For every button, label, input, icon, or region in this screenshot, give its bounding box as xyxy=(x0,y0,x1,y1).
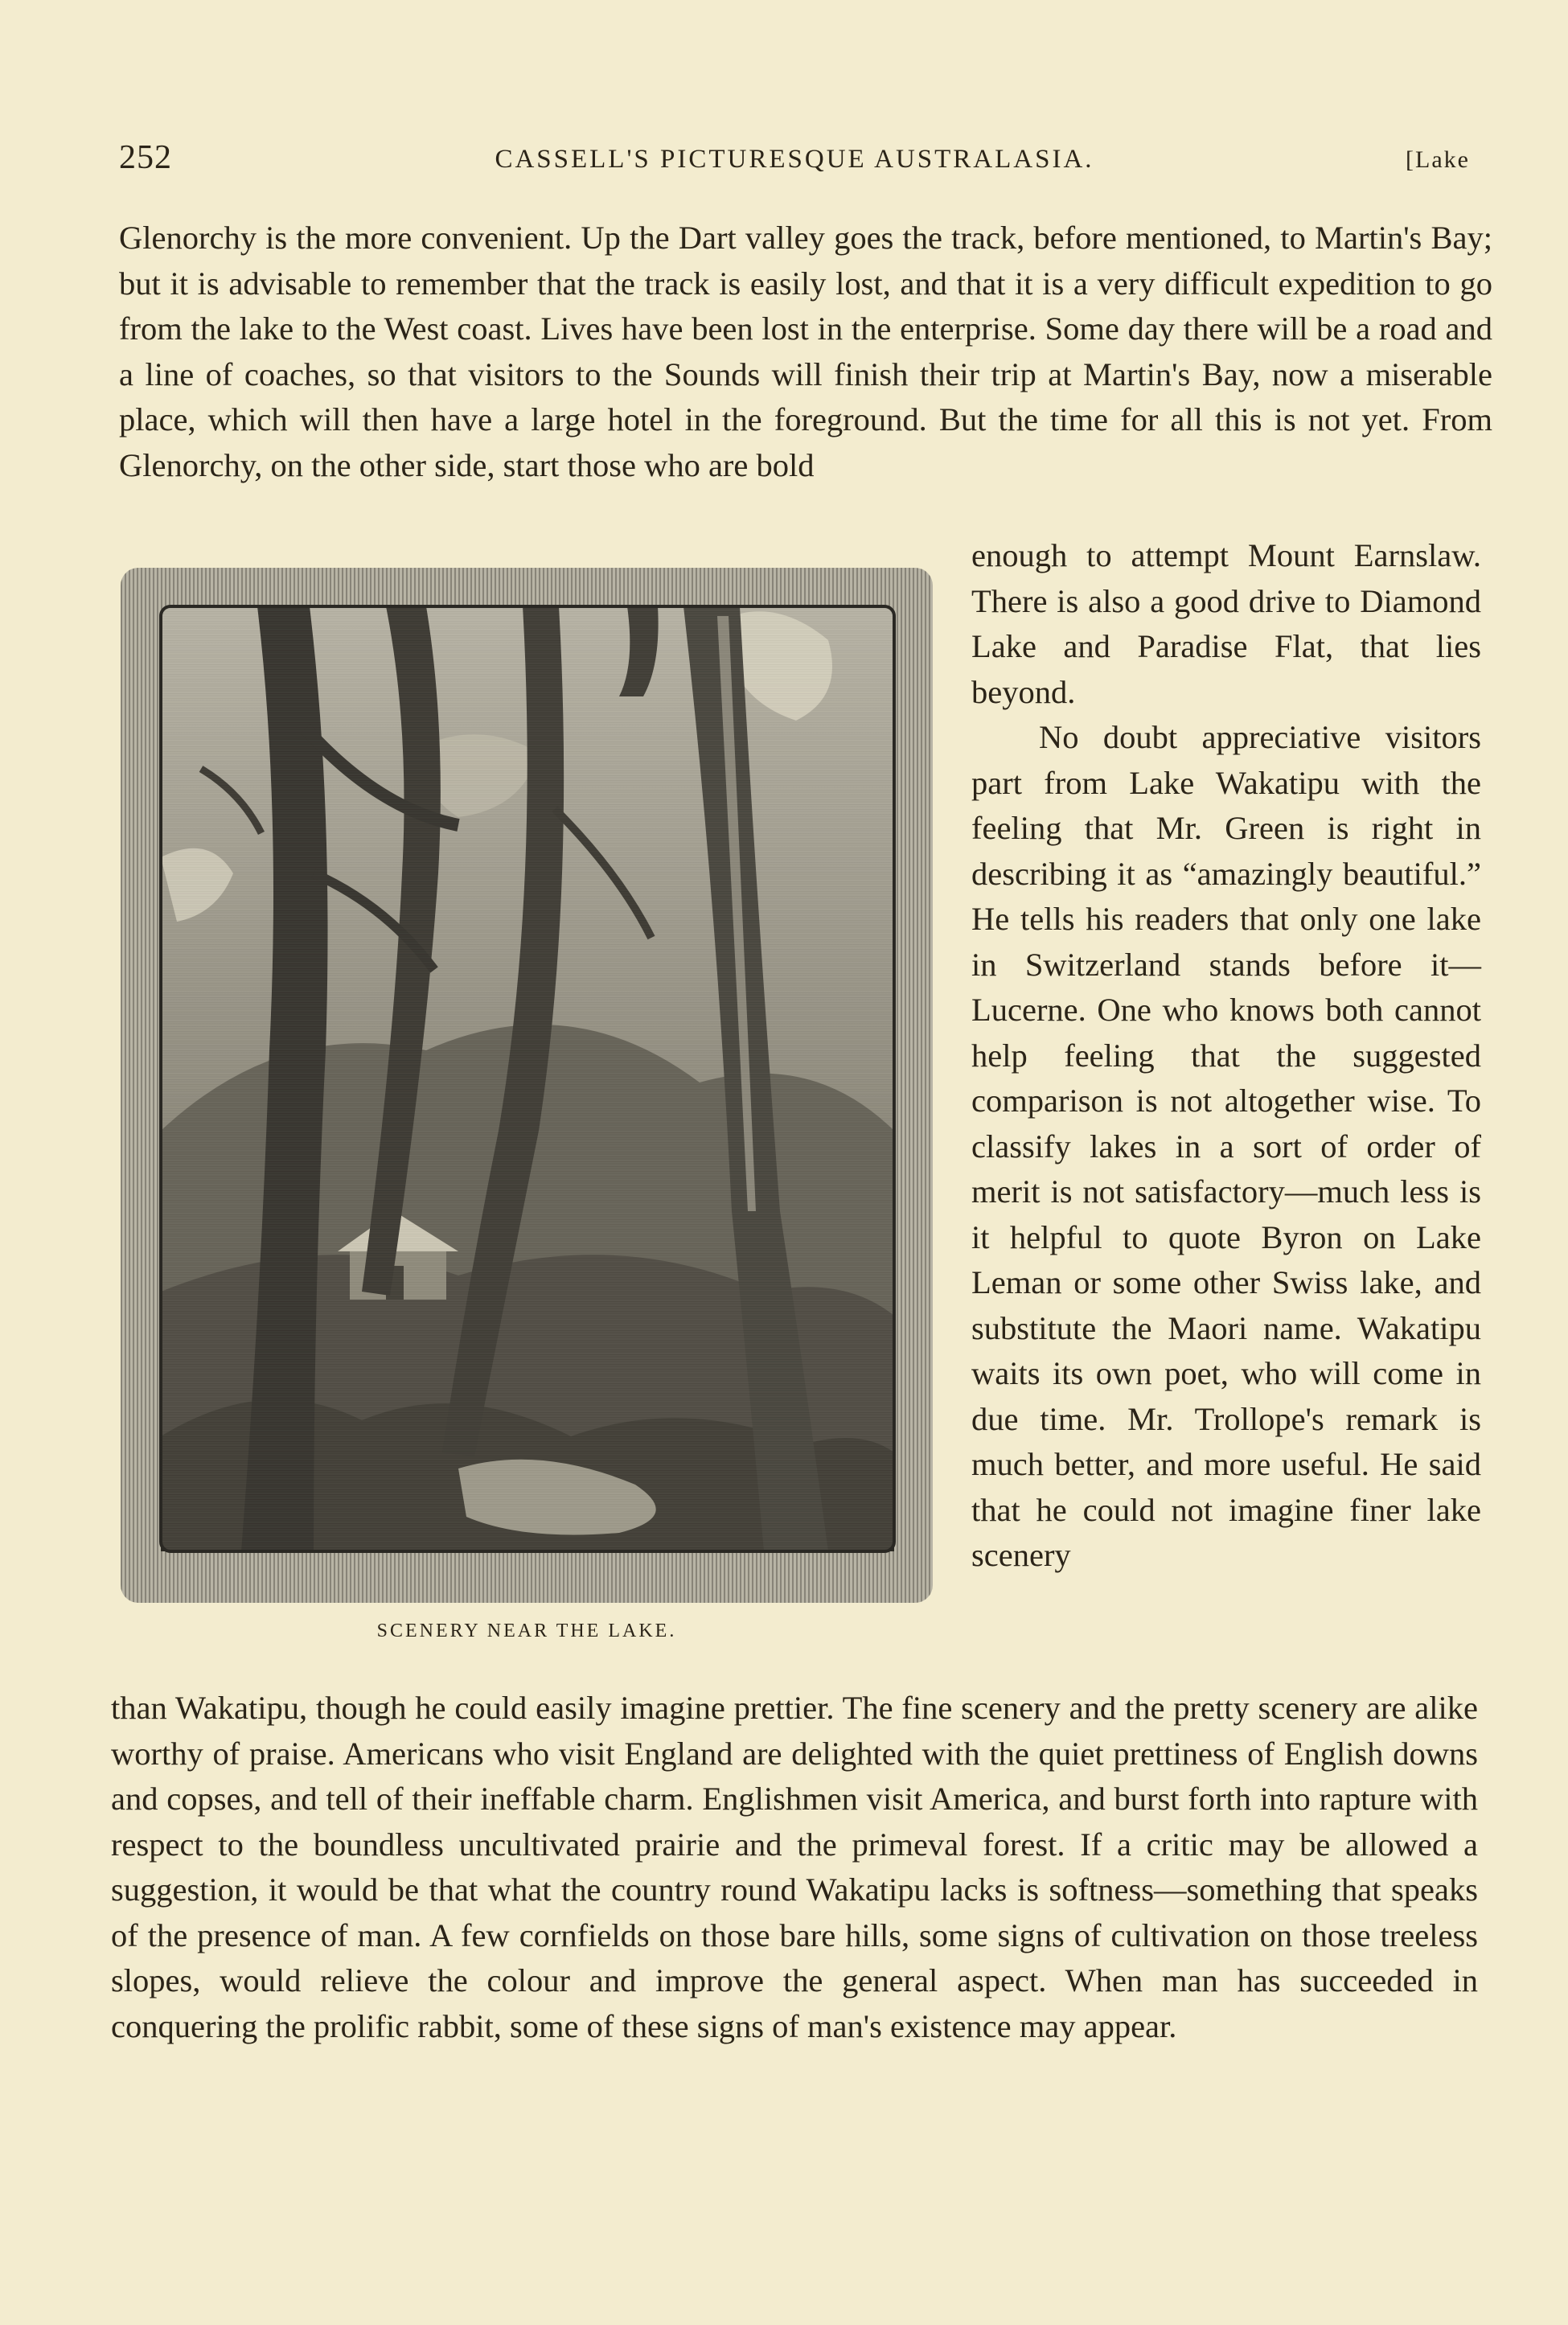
right-column-paragraph-2: No doubt appreciative visitors part from Lake Wakatipu with the feeling that Mr. Green is right in describing it as “amazingly beautiful.” He tells his readers that only one lake in Switzerland stands before it—Lucerne. One who knows both cannot help feeling that the suggested comparison is not altogether wise. To classify lakes in a sort of order of merit is not satisfactory—much less is it helpful to quote Byron on Lake Leman or some other Swiss lake, and substitute the Maori name. Wakatipu waits its own poet, who will come in due time. Mr. Trollope's remark is much better, and more useful. He said that he could not imagine finer lake scenery xyxy=(971,719,1481,1573)
right-column xyxy=(971,533,1481,1579)
bottom-paragraph: than Wakatipu, though he could easily imagine prettier. The fine scenery and the pretty scenery are alike worthy of praise. Americans who visit England are delighted with the quiet prettiness of English downs and copses, and tell of their ineffable charm. Englishmen visit America, and burst forth into rapture with respect to the boundless uncultivated prairie and the primeval forest. If a critic may be allowed a suggestion, it would be that what the country round Wakatipu lacks is softness—something that speaks of the presence of man. A few cornfields on those bare hills, some signs of cultivation on those treeless slopes, would relieve the colour and improve the general aspect. When man has succeeded in conquering the prolific rabbit, some of these signs of man's existence may appear. xyxy=(111,1690,1478,2044)
illustration xyxy=(121,568,933,1603)
page-header xyxy=(119,138,1470,187)
page-number: 252 xyxy=(119,139,172,176)
figure-caption: SCENERY NEAR THE LAKE. xyxy=(376,1621,677,1641)
running-title: CASSELL'S PICTURESQUE AUSTRALASIA. xyxy=(495,145,1094,174)
forest-engraving-icon xyxy=(121,568,933,1603)
right-column-paragraph-1: enough to attempt Mount Earnslaw. There is also a good drive to Diamond Lake and Paradise Flat, that lies beyond. xyxy=(971,537,1481,710)
section-marker: [Lake xyxy=(1406,146,1470,173)
top-paragraph: Glenorchy is the more convenient. Up the Dart valley goes the track, before mentioned, to Martin's Bay; but it is advisable to remember that the track is easily lost, and that it is a very difficult expedition to go from the lake to the West coast. Lives have been lost in the enterprise. Some day there will be a road and a line of coaches, so that visitors to the Sounds will finish their trip at Martin's Bay, now a miserable place, which will then have a large hotel in the foreground. But the time for all this is not yet. From Glenorchy, on the other side, start those who are bold xyxy=(119,220,1492,483)
